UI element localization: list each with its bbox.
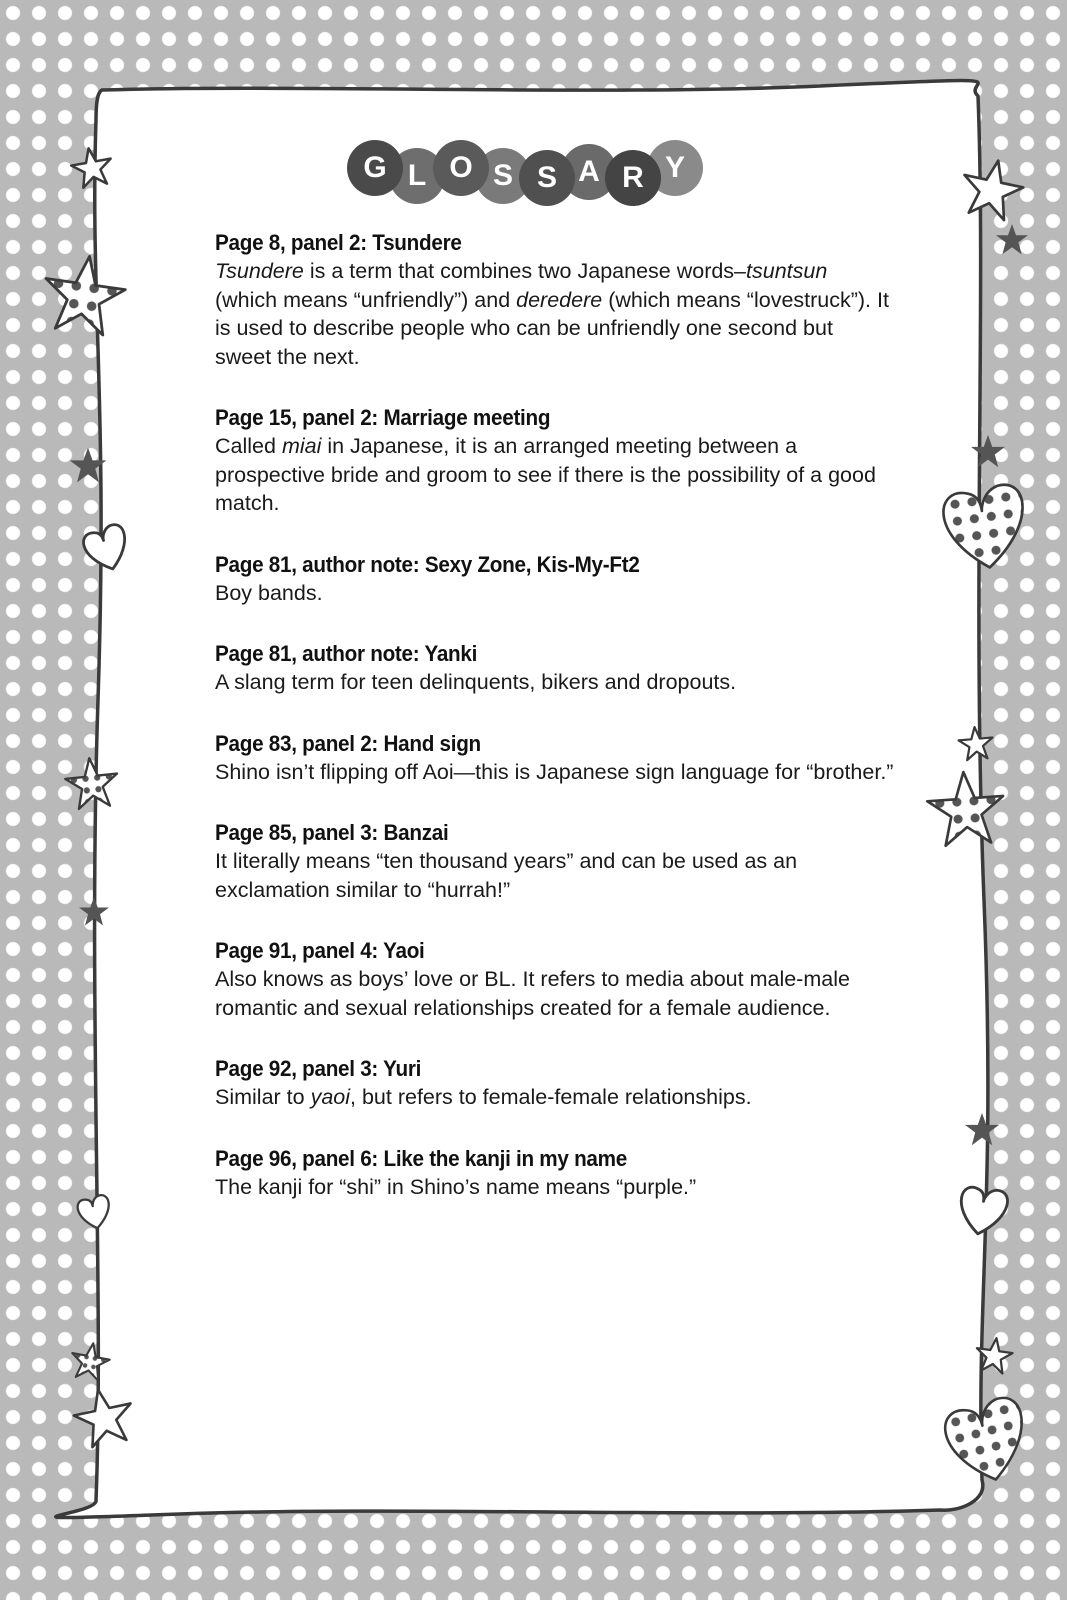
definition-text: Called — [215, 434, 282, 458]
entry-definition — [215, 579, 895, 608]
definition-text: (which means “unfriendly”) and — [215, 287, 517, 312]
star-icon — [958, 726, 995, 761]
definition-text: , but refers to female-female relationships. — [350, 1085, 752, 1109]
dotted-star-icon — [39, 251, 129, 337]
definition-text: It literally means “ten thousand years” and can be used as an exclamation similar to “hurrah!” — [215, 849, 798, 902]
entry-term: Page 91, panel 4: Yaoi — [215, 938, 425, 963]
definition-text: The kanji for “shi” in Shino’s name means “purple.” — [215, 1174, 697, 1199]
star-icon — [69, 145, 115, 189]
definition-italic-text: Tsundere — [215, 259, 304, 283]
definition-text: Also knows as boys’ love or BL. It refers to media about male-male romantic and sexual relationships created for a female audience. — [215, 967, 850, 1020]
dark-star-icon — [996, 224, 1028, 254]
entry-term: Page 8, panel 2: Tsundere — [215, 230, 462, 255]
star-icon — [974, 1336, 1014, 1375]
dotted-heart-icon — [941, 1394, 1035, 1488]
definition-text: (which means “lovestruck”). It is used to describe people who can be unfriendly one second but sweet the next. — [215, 287, 889, 369]
entry-definition — [215, 668, 895, 697]
dark-star-icon — [971, 435, 1005, 467]
definition-italic-text: yaoi — [310, 1085, 351, 1109]
definition-text: Similar to — [215, 1085, 311, 1109]
title-letter: R — [605, 150, 661, 206]
definition-text: Boy bands. — [215, 580, 323, 605]
star-icon — [957, 154, 1028, 222]
glossary-entry — [215, 550, 895, 608]
glossary-entry — [215, 403, 895, 518]
title-letter: S — [475, 148, 531, 204]
glossary-entry — [215, 228, 895, 371]
glossary-title — [347, 140, 717, 200]
star-icon — [70, 1384, 138, 1450]
dark-star-icon — [965, 1113, 999, 1145]
entry-definition — [215, 847, 895, 904]
title-letter: L — [389, 148, 445, 204]
entry-definition — [215, 965, 895, 1022]
title-letter: A — [561, 144, 617, 200]
dotted-heart-icon — [941, 482, 1031, 572]
definition-text: is a term that combines two Japanese words– — [303, 259, 747, 283]
glossary-entry — [215, 1054, 895, 1112]
entry-definition — [215, 432, 895, 518]
title-letter: O — [433, 140, 489, 196]
entry-definition — [215, 1173, 895, 1202]
entry-term: Page 92, panel 3: Yuri — [215, 1056, 422, 1081]
entry-definition — [215, 758, 895, 787]
dark-star-icon — [79, 897, 109, 926]
entry-term: Page 83, panel 2: Hand sign — [215, 730, 481, 756]
glossary-entry — [215, 639, 895, 697]
definition-italic-text: tsuntsun — [746, 259, 828, 283]
entry-term: Page 81, author note: Yanki — [215, 641, 478, 666]
glossary-entry — [215, 1144, 895, 1202]
dotted-star-icon — [925, 769, 1006, 846]
glossary-entry — [215, 729, 895, 787]
dotted-star-icon — [68, 1340, 112, 1382]
heart-icon — [956, 1184, 1009, 1238]
glossary-entry — [215, 936, 895, 1022]
entry-term: Page 96, panel 6: Like the kanji in my name — [215, 1145, 627, 1171]
definition-italic-text: miai — [281, 434, 322, 458]
entry-definition — [215, 257, 895, 371]
entry-term: Page 15, panel 2: Marriage meeting — [215, 405, 551, 430]
title-letter: S — [519, 150, 575, 206]
title-letter: G — [347, 140, 403, 196]
definition-text: A slang term for teen delinquents, bikers and dropouts. — [215, 670, 737, 694]
definition-text: Shino isn’t flipping off Aoi—this is Japanese sign language for “brother.” — [215, 759, 894, 784]
glossary-entries — [215, 228, 895, 1233]
title-letter: Y — [647, 140, 703, 196]
definition-text: in Japanese, it is an arranged meeting between a prospective bride and groom to see if there is the possibility of a good match. — [215, 434, 876, 515]
heart-icon — [81, 522, 134, 575]
entry-term: Page 85, panel 3: Banzai — [215, 820, 449, 845]
definition-italic-text: deredere — [516, 287, 603, 312]
glossary-entry — [215, 818, 895, 904]
entry-term: Page 81, author note: Sexy Zone, Kis-My-Ft2 — [215, 551, 640, 577]
heart-icon — [76, 1194, 113, 1231]
dark-star-icon — [72, 450, 104, 480]
entry-definition — [215, 1083, 895, 1112]
dotted-star-icon — [63, 755, 120, 810]
